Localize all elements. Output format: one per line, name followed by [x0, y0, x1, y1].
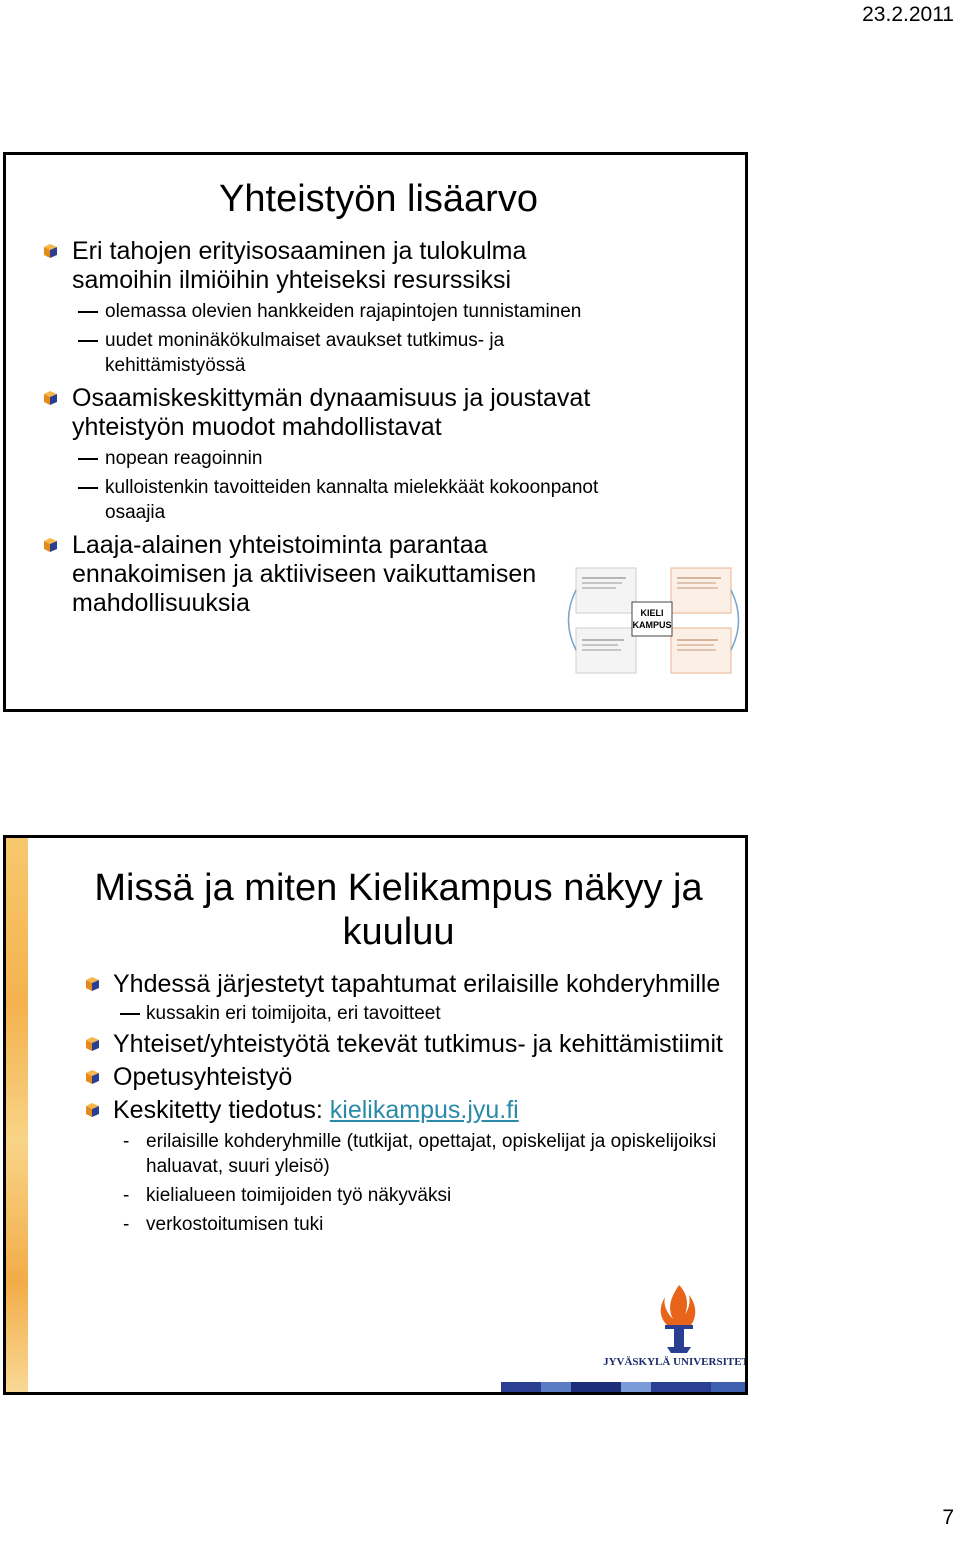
dash-bullet: [78, 458, 98, 460]
dash-bullet: [78, 340, 98, 342]
cube-bullet-icon: [44, 391, 57, 405]
hyphen-bullet: -: [123, 1214, 130, 1235]
slide-yhteistyon-lisaarvo: [3, 152, 748, 712]
slide-title: Missä ja miten Kielikampus näkyy ja kuuluu: [94, 867, 703, 953]
list-item: Opetusyhteistyö: [6, 1063, 733, 1092]
hyphen-bullet: -: [123, 1185, 130, 1206]
list-item: Yhteiset/yhteistyötä tekevät tutkimus- ja kehittämistiimit: [6, 1030, 733, 1059]
list-item: Yhdessä järjestetyt tapahtumat erilaisille kohderyhmille: [6, 970, 733, 999]
diagram-center-label: KIELI: [640, 608, 664, 618]
sub-list-item: olemassa olevien hankkeiden rajapintojen tunnistaminen: [6, 299, 625, 324]
slide-missa-ja-miten: [3, 835, 748, 1395]
dash-bullet: [78, 311, 98, 313]
cube-bullet-icon: [86, 1037, 99, 1051]
sub-list-item: - erilaisille kohderyhmille (tutkijat, opettajat, opiskelijat ja opiskelijoiksi haluavat, suuri yleisö): [123, 1131, 717, 1177]
sub-list-item: - kielialueen toimijoiden työ näkyväksi: [123, 1185, 452, 1206]
dash-bullet: [78, 487, 98, 489]
sub-list-item: kulloistenkin tavoitteiden kannalta mielekkäät kokoonpanot osaajia: [6, 475, 625, 525]
cube-bullet-icon: [86, 1070, 99, 1084]
dash-bullet: [120, 1013, 140, 1015]
list-item: Keskitetty tiedotus: kielikampus.jyu.fi: [6, 1096, 733, 1125]
cube-bullet-icon: [44, 244, 57, 258]
cube-bullet-icon: [86, 977, 99, 991]
list-item: Laaja-alainen yhteistoiminta parantaa ennakoimisen ja aktiiviseen vaikuttamisen mahdollisuuksia: [6, 531, 562, 618]
slide-title: Yhteistyön lisäarvo: [219, 178, 538, 220]
page-number: 7: [942, 1506, 954, 1529]
sub-list-item: - verkostoitumisen tuki: [123, 1214, 324, 1235]
list-item: Eri tahojen erityisosaaminen ja tulokulma samoihin ilmiöihin yhteiseksi resurssiksi: [6, 237, 632, 295]
color-bar: [501, 1382, 748, 1392]
cube-bullet-icon: [44, 538, 57, 552]
list-item: Osaamiskeskittymän dynaamisuus ja joustavat yhteistyön muodot mahdollistavat: [6, 384, 632, 442]
sub-list-item: kussakin eri toimijoita, eri tavoitteet: [6, 1001, 726, 1026]
university-logo: [601, 1283, 748, 1378]
print-date: 23.2.2011: [862, 3, 954, 26]
sub-list-item: uudet moninäkökulmaiset avaukset tutkimus- ja kehittämistyössä: [6, 328, 625, 378]
cube-bullet-icon: [86, 1103, 99, 1117]
diagram-center-label: KAMPUS: [632, 620, 672, 630]
kielikampus-diagram: [566, 560, 741, 680]
sub-list-item: nopean reagoinnin: [6, 446, 625, 471]
bullet-list: [6, 970, 745, 1237]
hyphen-bullet: -: [123, 1131, 130, 1152]
logo-wordmark: JYVÄSKYLÄ UNIVERSITET: [603, 1356, 749, 1368]
kielikampus-link[interactable]: kielikampus.jyu.fi: [329, 1096, 519, 1124]
